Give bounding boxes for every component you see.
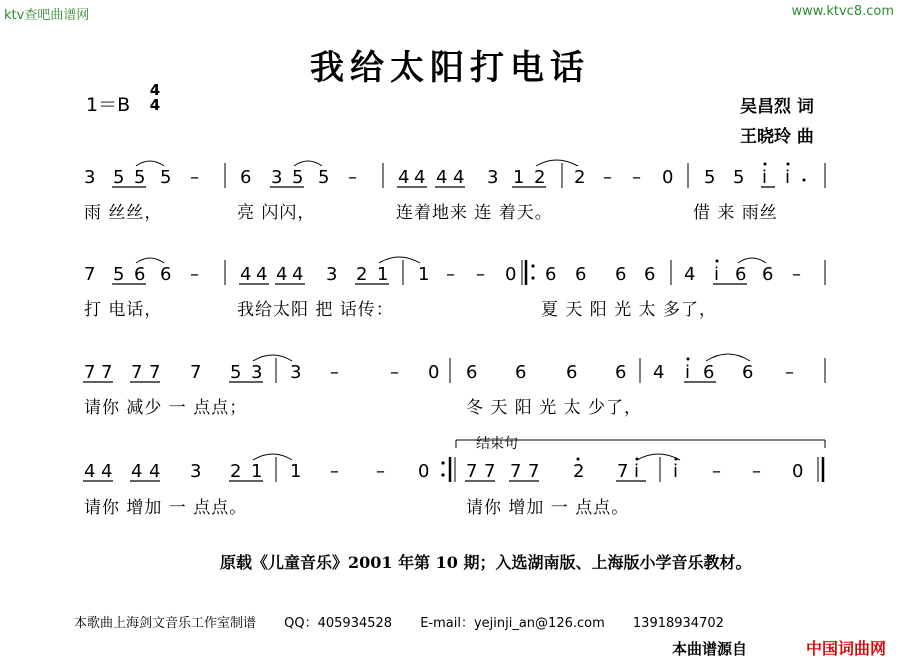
lyric-row-2-segment-3: 夏 天 阳 光 太 多了，	[541, 300, 718, 320]
svg-text:6: 6	[240, 167, 252, 188]
svg-text:7: 7	[510, 461, 522, 482]
svg-text:–: –	[330, 461, 339, 482]
svg-text:2: 2	[574, 167, 586, 188]
svg-text:3: 3	[251, 362, 263, 383]
svg-text:6: 6	[742, 362, 754, 383]
footer-qq: QQ：405934528	[284, 616, 393, 631]
key-signature: 1＝B	[86, 94, 131, 116]
svg-text:7: 7	[131, 362, 143, 383]
svg-text:0: 0	[792, 461, 804, 482]
svg-text:6: 6	[515, 362, 527, 383]
footer-email: E-mail：yejinji_an@126.com	[420, 616, 605, 631]
svg-text:6: 6	[644, 264, 656, 285]
ending-phrase-label: 结束句	[476, 436, 518, 452]
svg-text:5: 5	[160, 167, 172, 188]
svg-text:6: 6	[160, 264, 172, 285]
svg-text:7: 7	[466, 461, 478, 482]
svg-text:1: 1	[290, 461, 302, 482]
svg-text:–: –	[390, 362, 399, 383]
svg-text:4: 4	[453, 167, 465, 188]
composer-credit: 王晓玲 曲	[740, 127, 814, 147]
source-note: 原载《儿童音乐》2001 年第 10 期；入选湖南版、上海版小学音乐教材。	[220, 553, 752, 572]
svg-text:i: i	[714, 264, 720, 285]
lyric-row-1-segment-1: 雨 丝丝，	[84, 203, 163, 223]
svg-text:3: 3	[290, 362, 302, 383]
lyric-row-4-segment-1: 请你 增加 一 点点。	[84, 498, 248, 518]
lyricist-credit: 吴昌烈 词	[740, 97, 814, 117]
svg-text:i: i	[762, 167, 768, 188]
svg-text:–: –	[190, 167, 199, 188]
svg-text:7: 7	[484, 461, 496, 482]
footer-info	[74, 612, 748, 631]
svg-text:6: 6	[703, 362, 715, 383]
svg-text:5: 5	[292, 167, 304, 188]
svg-text:5: 5	[318, 167, 330, 188]
svg-text:3: 3	[326, 264, 338, 285]
lyric-row-1-segment-3: 连着地来 连 着天。	[396, 203, 553, 223]
svg-text:–: –	[446, 264, 455, 285]
svg-text:4: 4	[653, 362, 665, 383]
svg-text:6: 6	[566, 362, 578, 383]
site-link[interactable]: 中国词曲网	[806, 639, 887, 658]
svg-text:4: 4	[414, 167, 426, 188]
svg-text:5: 5	[733, 167, 745, 188]
svg-text:0: 0	[418, 461, 430, 482]
score-row-3	[83, 354, 825, 383]
svg-text:–: –	[190, 264, 199, 285]
svg-text:–: –	[632, 167, 641, 188]
lyric-row-3-segment-1: 请你 减少 一 点点；	[84, 398, 248, 418]
svg-text:i: i	[685, 362, 691, 383]
svg-text:–: –	[330, 362, 339, 383]
svg-text:i: i	[673, 461, 679, 482]
svg-text:7: 7	[84, 264, 96, 285]
svg-text:4: 4	[276, 264, 288, 285]
svg-text:7: 7	[149, 362, 161, 383]
svg-text:4: 4	[292, 264, 304, 285]
svg-text:–: –	[785, 362, 794, 383]
time-signature-top: 4	[149, 81, 161, 99]
lyric-row-3-segment-2: 冬 天 阳 光 太 少了，	[466, 398, 643, 418]
lyric-row-2-segment-1: 打 电话，	[84, 300, 163, 320]
svg-text:4: 4	[84, 461, 96, 482]
svg-text:–: –	[348, 167, 357, 188]
svg-text:4: 4	[149, 461, 161, 482]
svg-text:2: 2	[534, 167, 546, 188]
svg-text:2: 2	[573, 461, 585, 482]
svg-text:–: –	[376, 461, 385, 482]
source-label: 本曲谱源自	[672, 640, 748, 658]
score-row-1	[84, 160, 825, 188]
svg-text:5: 5	[230, 362, 242, 383]
watermark-right: www.ktvc8.com	[791, 4, 894, 19]
svg-text:5: 5	[113, 264, 125, 285]
svg-text:5: 5	[704, 167, 716, 188]
svg-text:7: 7	[190, 362, 202, 383]
song-title: 我给太阳打电话	[310, 48, 590, 88]
time-signature-bottom: 4	[149, 96, 161, 114]
svg-text:–: –	[752, 461, 761, 482]
svg-text:0: 0	[662, 167, 674, 188]
svg-text:2: 2	[230, 461, 242, 482]
svg-text:4: 4	[240, 264, 252, 285]
footer-phone: 13918934702	[632, 616, 724, 631]
svg-text:1: 1	[251, 461, 263, 482]
svg-text:6: 6	[466, 362, 478, 383]
svg-text:7: 7	[84, 362, 96, 383]
svg-text:4: 4	[131, 461, 143, 482]
svg-text:5: 5	[113, 167, 125, 188]
svg-text:4: 4	[436, 167, 448, 188]
svg-text:6: 6	[575, 264, 587, 285]
svg-text:6: 6	[615, 362, 627, 383]
score-row-4	[83, 440, 825, 482]
svg-text:i: i	[634, 461, 640, 482]
svg-text:7: 7	[617, 461, 629, 482]
svg-text:4: 4	[101, 461, 113, 482]
lyric-row-2-segment-2: 我给太阳 把 话传：	[237, 300, 394, 320]
svg-text:6: 6	[134, 264, 146, 285]
svg-text:3: 3	[190, 461, 202, 482]
svg-text:–: –	[476, 264, 485, 285]
svg-text:6: 6	[735, 264, 747, 285]
svg-text:0: 0	[505, 264, 517, 285]
score-row-2	[84, 257, 825, 285]
svg-text:4: 4	[398, 167, 410, 188]
svg-text:3: 3	[487, 167, 499, 188]
lyric-row-1-segment-4: 借 来 雨丝	[693, 203, 778, 223]
svg-text:2: 2	[356, 264, 368, 285]
svg-text:1: 1	[513, 167, 525, 188]
lyric-row-1-segment-2: 亮 闪闪，	[237, 203, 316, 223]
svg-text:–: –	[603, 167, 612, 188]
svg-text:7: 7	[101, 362, 113, 383]
svg-text:0: 0	[428, 362, 440, 383]
svg-text:7: 7	[528, 461, 540, 482]
watermark-left: ktv查吧曲谱网	[4, 8, 90, 23]
svg-text:3: 3	[271, 167, 283, 188]
svg-text:4: 4	[256, 264, 268, 285]
svg-text:5: 5	[134, 167, 146, 188]
footer-maker: 本歌曲上海剑文音乐工作室制谱	[74, 616, 257, 631]
svg-text:–: –	[792, 264, 801, 285]
svg-text:i: i	[785, 167, 791, 188]
svg-text:6: 6	[762, 264, 774, 285]
lyric-row-4-segment-2: 请你 增加 一 点点。	[466, 498, 630, 518]
svg-text:1: 1	[418, 264, 430, 285]
svg-text:6: 6	[615, 264, 627, 285]
svg-text:–: –	[712, 461, 721, 482]
svg-text:3: 3	[84, 167, 96, 188]
svg-text:4: 4	[684, 264, 696, 285]
svg-text:6: 6	[545, 264, 557, 285]
svg-text:1: 1	[377, 264, 389, 285]
